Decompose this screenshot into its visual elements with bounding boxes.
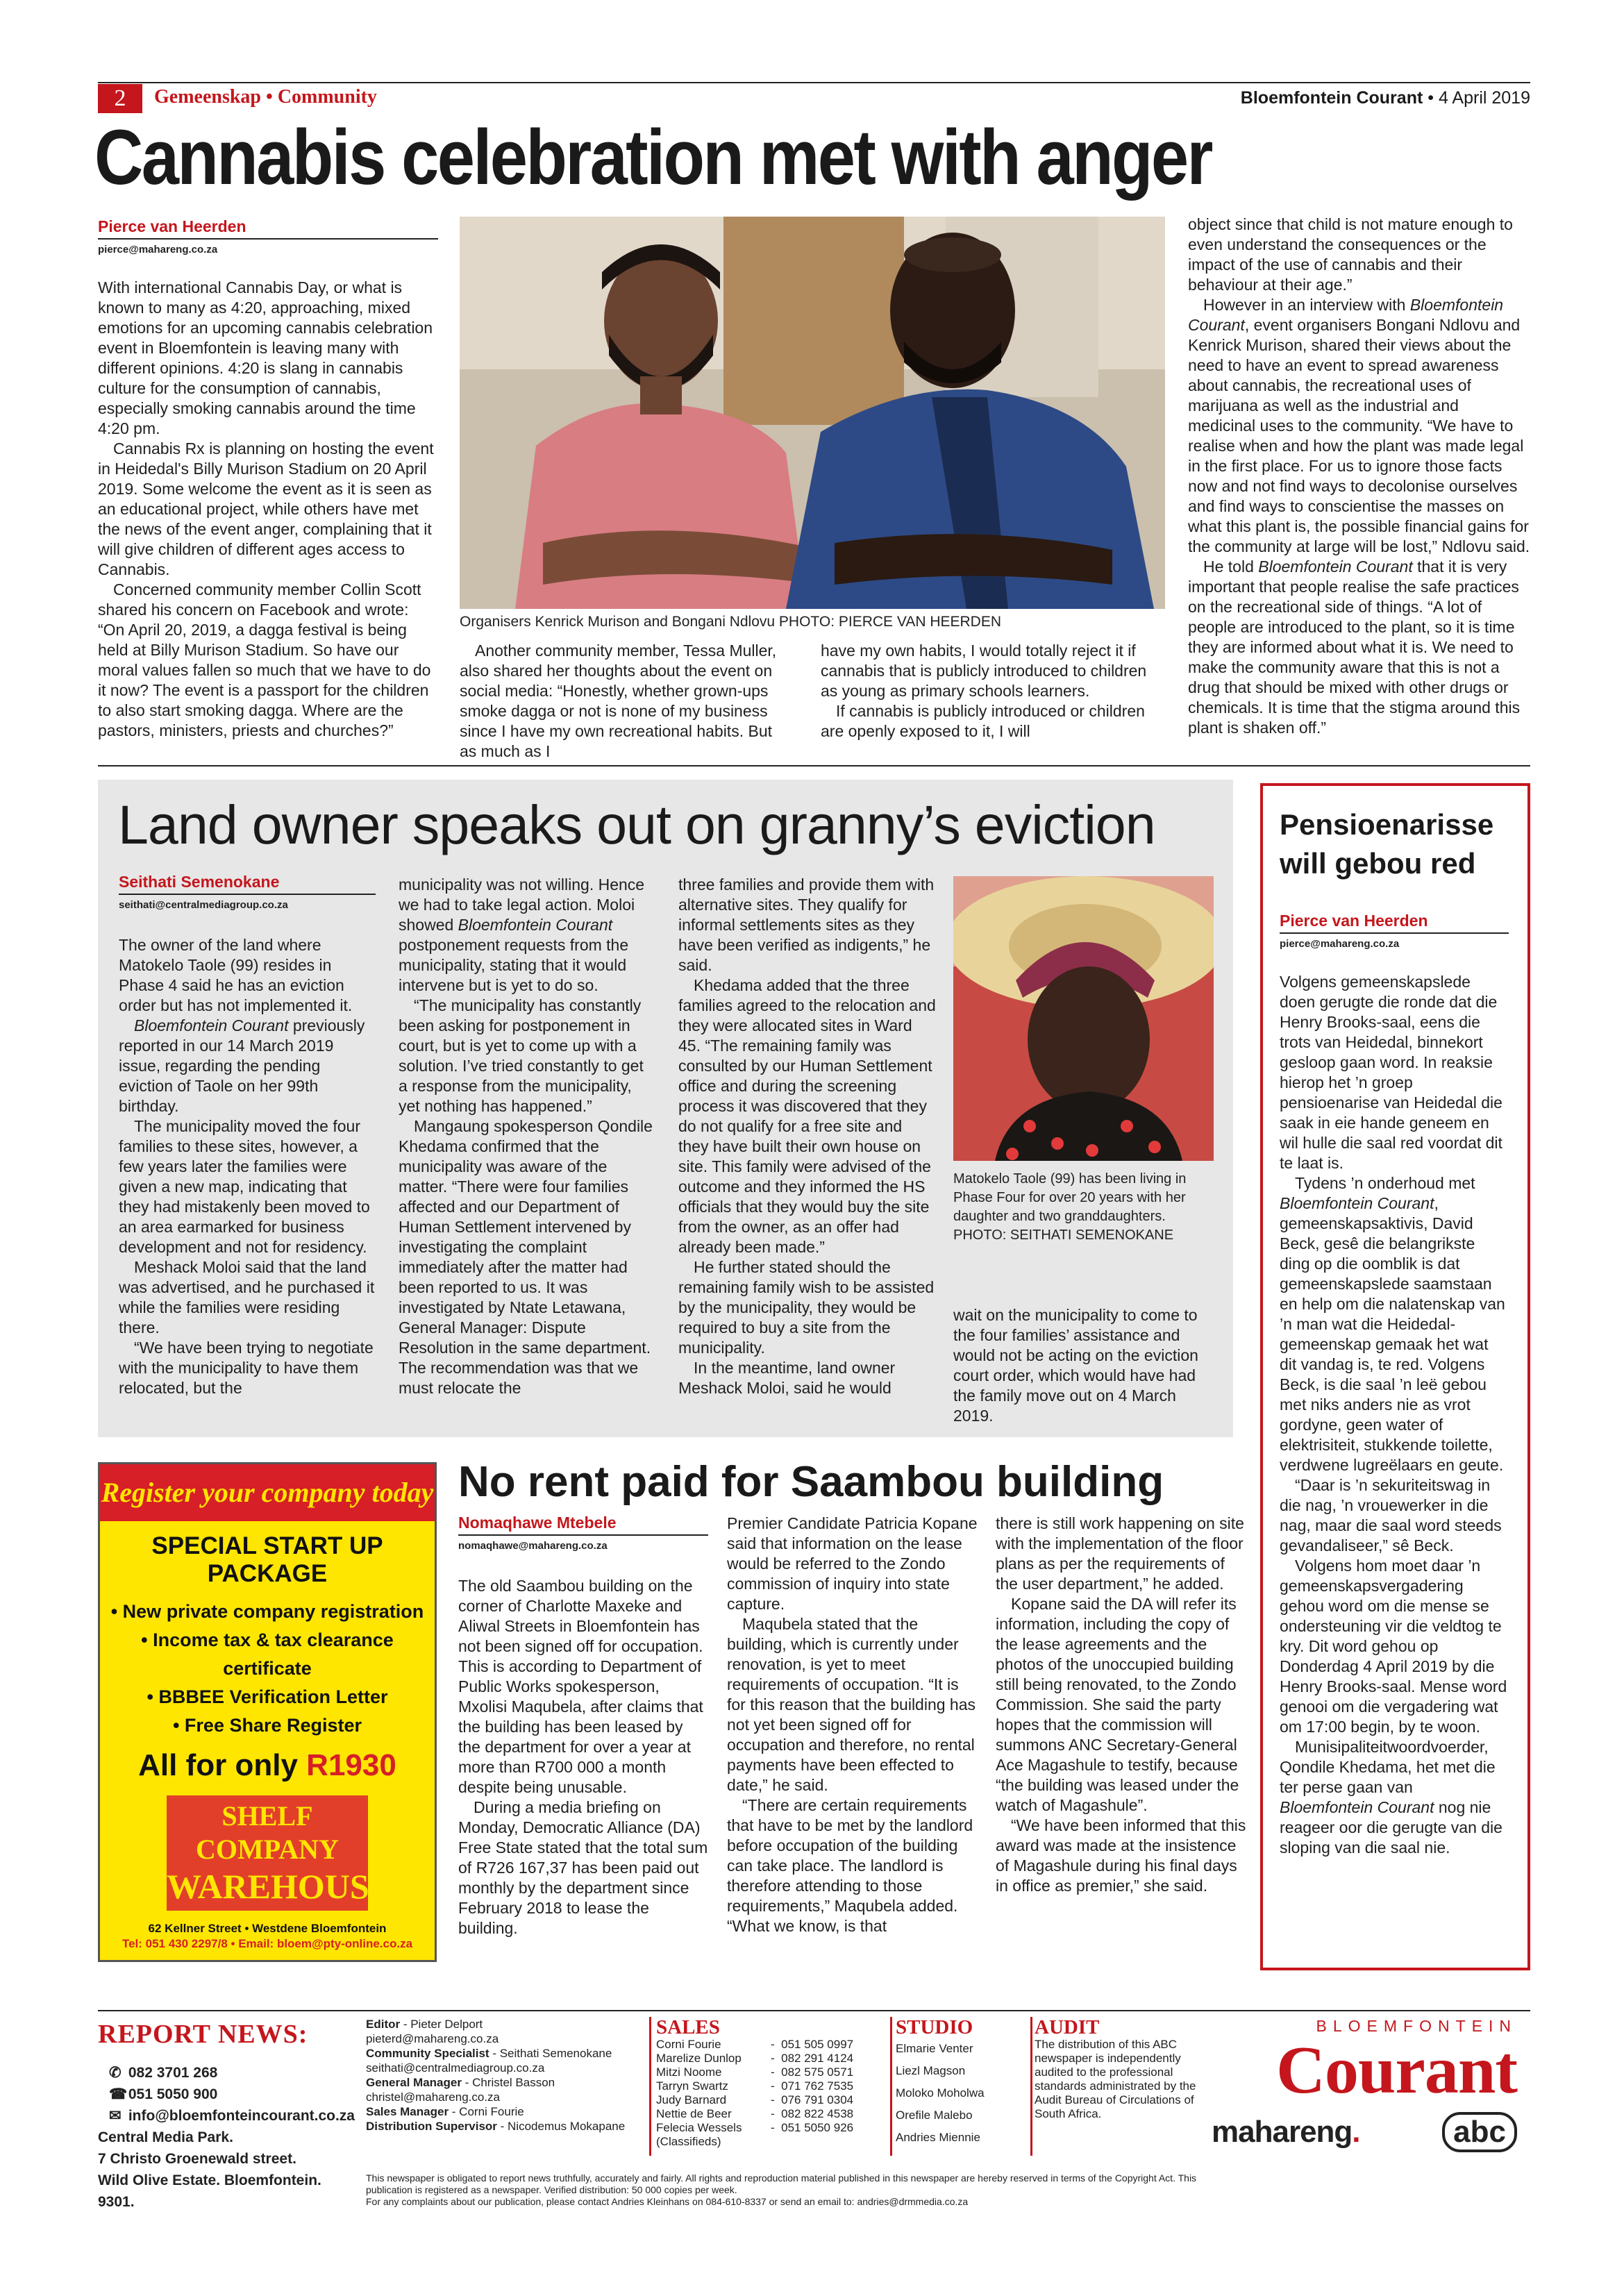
- footer-sep-3: [1030, 2017, 1032, 2156]
- sales-dash: -: [771, 2121, 782, 2134]
- mahareng-logo: [1212, 2115, 1360, 2150]
- partner-logos: [1212, 2112, 1517, 2152]
- ad-warning: [128, 1959, 407, 1962]
- sales-dash: -: [771, 2038, 782, 2051]
- paragraph: Premier Candidate Patricia Kopane said that information on the lease would be referred to the Zondo commission of inquiry into state capture.: [727, 1514, 978, 1613]
- footer-sep-1: [649, 2017, 651, 2156]
- paper-title-italic: Bloemfontein Courant: [458, 916, 613, 934]
- studio-label: STUDIO: [896, 2016, 973, 2038]
- ad-bullet: • Free Share Register: [172, 1715, 362, 1736]
- report-news-label: REPORT NEWS:: [98, 2020, 308, 2049]
- sales-name: Corni Fourie: [656, 2038, 721, 2051]
- sales-phone[interactable]: 082 291 4124: [781, 2052, 854, 2065]
- paragraph: three families and provide them with alternative sites. They qualify for informal settlements sites as they have been verified as indigents,” he said.: [678, 875, 935, 974]
- whatsapp-number[interactable]: 082 3701 268: [128, 2065, 218, 2081]
- paragraph: there is still work happening on site with the implementation of the floor plans as per the requirements of the user department,” he added.: [996, 1514, 1244, 1593]
- sales-row: [656, 2038, 885, 2052]
- mahareng-dot: .: [1352, 2115, 1360, 2149]
- byline-rule: [458, 1534, 708, 1536]
- ad-brand-line-2: WAREHOUSE: [167, 1867, 393, 1906]
- phone-number[interactable]: 051 5050 900: [128, 2086, 218, 2102]
- staff-role: Distribution Supervisor: [366, 2120, 497, 2133]
- lead-byline: [98, 217, 438, 255]
- logo-top-text: BLOEMFONTEIN: [1316, 2017, 1517, 2035]
- eviction-column-3: [678, 875, 937, 1398]
- paper-name: Bloemfontein Courant: [1240, 88, 1423, 108]
- saambou-column-2: [727, 1514, 981, 1936]
- ad-bullet-list: [100, 1598, 435, 1740]
- paragraph: [1280, 1173, 1509, 1475]
- staff-entry: Editor - Pieter Delport: [366, 2018, 483, 2031]
- paragraph: Maqubela stated that the building, which is currently under renovation, is yet to meet requirements of occupation. “It is for this reason that the building has not yet been signed off for occupation and therefore, no rental payments have been effected to date,” he said.: [727, 1615, 976, 1794]
- section-separator: •: [266, 86, 273, 108]
- eviction-photo-caption: Matokelo Taole (99) has been living in Phase Four for over 20 years with her daughter and two granddaughters. PHOTO: SEITHATI SEMENOKANE: [953, 1171, 1187, 1243]
- paragraph: “The municipality has constantly been asking for postponement in court, but is yet to come up with a solution. I’ve tried constantly to get a response from the municipality, yet nothing has happened.”: [399, 996, 644, 1115]
- eviction-column-4: [953, 1305, 1216, 1426]
- paragraph: Volgens hom moet daar ’n gemeenskapsvergadering gehou word om die mense se ondersteuning vir die veldtog te kry. Dit word gehou op Donderdag 4 April 2019 by die Henry Brooks-saal. Mense word genooi om die vergadering wat om 17:00 begin, by te woon.: [1280, 1557, 1507, 1736]
- audit-label: AUDIT: [1035, 2016, 1100, 2038]
- saambou-column-3: [996, 1514, 1250, 1896]
- lead-photo: [460, 217, 1165, 609]
- paragraph: wait on the municipality to come to the four families’ assistance and would not be acting on the eviction court order, which would have had the family move out on 4 March 2019.: [953, 1306, 1198, 1425]
- staff-name: Corni Fourie: [459, 2105, 524, 2118]
- ad-brand-line-1: SHELF COMPANY: [196, 1800, 339, 1865]
- paragraph: In the meantime, land owner Meshack Moloi, said he would: [678, 1359, 896, 1397]
- sales-dash: -: [771, 2107, 782, 2120]
- paragraph: Khedama added that the three families agreed to the relocation and they were allocated sites in Ward 45. “The remaining family was consulted by our Human Settlement office and during the screening process it was discovered that they do not qualify for a free site and they have built their own house on site. This family were advised of the outcome and they informed the HS officials that they would buy the site from the owner, as an offer had already been made.”: [678, 976, 936, 1256]
- pensioners-byline: [1280, 912, 1509, 950]
- paper-title-italic: Bloemfontein Courant: [1188, 296, 1504, 334]
- paragraph: object since that child is not mature enough to even understand the consequences or the impact of the use of cannabis and their behaviour at their age.”: [1188, 215, 1513, 294]
- staff-entry: Sales Manager - Corni Fourie: [366, 2105, 524, 2118]
- staff-role: Sales Manager: [366, 2105, 449, 2118]
- studio-list: [896, 2038, 1028, 2149]
- paragraph: Kopane said the DA will refer its information, including the copy of the lease agreements and the photos of the unoccupied building still being renovated, to the Zondo Commission. She said the party hopes that the commission will summons ANC Secretary-General Ace Magashule to testify, because “the building was leased under the watch of Magashule”.: [996, 1595, 1239, 1814]
- sales-phone[interactable]: 051 505 0997: [781, 2038, 854, 2051]
- staff-entry: Community Specialist - Seithati Semenokane: [366, 2047, 612, 2060]
- ad-bullet: • Income tax & tax clearance certificate: [141, 1629, 394, 1679]
- text-run: However in an interview with: [1203, 296, 1410, 314]
- text-run: postponement requests from the municipality, stating that it would intervene but is yet to do so.: [399, 936, 629, 994]
- report-contacts: [98, 2062, 358, 2127]
- lead-column-4: [1188, 215, 1530, 738]
- sales-note: (Classifieds): [656, 2135, 721, 2148]
- ad-price-label: All for only: [138, 1748, 298, 1782]
- email-icon: ✉: [109, 2108, 122, 2124]
- audit-text: The distribution of this ABC newspaper is independently audited to the professional standards administrated by the Audit Bureau of Circulations of South Africa.: [1035, 2038, 1196, 2120]
- email-link[interactable]: info@bloemfonteincourant.co.za: [128, 2108, 355, 2124]
- text-run: Tydens ’n onderhoud met: [1295, 1174, 1475, 1192]
- sales-dash: -: [771, 2079, 782, 2093]
- matokelo-taole-photo-illustration: [953, 876, 1214, 1161]
- address-line: 7 Christo Groenewald street.: [98, 2151, 296, 2167]
- paragraph: The municipality moved the four families to these sites, however, a few years later the families were given a new map, indicating that they had mistakenly been moved to an area earmarked for business development and not for residency.: [119, 1117, 370, 1256]
- byline-rule: [119, 894, 376, 895]
- phone-line: [109, 2084, 358, 2105]
- report-news-block: [98, 2019, 358, 2213]
- issue-date: • 4 April 2019: [1428, 88, 1530, 108]
- paper-title-italic: Bloemfontein Courant: [1258, 558, 1413, 576]
- lead-column-2: [460, 641, 780, 762]
- sales-phone[interactable]: 082 575 0571: [781, 2065, 854, 2079]
- sales-dash: -: [771, 2065, 782, 2079]
- courant-logo: [1212, 2017, 1517, 2152]
- paragraph: “We have been trying to negotiate with the municipality to have them relocated, but the: [119, 1339, 374, 1397]
- paragraph: The old Saambou building on the corner of Charlotte Maxeke and Aliwal Streets in Bloemfontein has not been signed off for occupation. This is according to Department of Public Works spokesperson, Mxolisi Maqubela, after claims that the building has been leased by the department for over a year at more than R700 000 a month despite being unusable.: [458, 1577, 703, 1796]
- paragraph: With international Cannabis Day, or what is known to many as 4:20, approaching, mixed emotions for an upcoming cannabis celebration event in Bloemfontein is leaving many with different opinions. 4:20 is slang in cannabis culture for the consumption of cannabis, especially smoking cannabis around the time 4:20 pm.: [98, 278, 433, 437]
- text-run: nog nie reageer oor die gerugte van die sloping van die saal nie.: [1280, 1798, 1502, 1857]
- page-number: 2: [98, 84, 142, 113]
- email-line: [109, 2105, 358, 2127]
- company-registration-ad[interactable]: [98, 1462, 437, 1962]
- sales-block: [656, 2017, 885, 2149]
- audit-block: [1035, 2017, 1205, 2121]
- footer-top-rule: [98, 2010, 1530, 2011]
- sales-name: Tarryn Swartz: [656, 2079, 728, 2093]
- eviction-column-1: [119, 935, 376, 1398]
- sales-phone[interactable]: 082 822 4538: [781, 2107, 854, 2120]
- organisers-photo-illustration: [460, 217, 1165, 609]
- paper-title-italic: Bloemfontein Courant: [1280, 1194, 1434, 1212]
- byline-email: pierce@mahareng.co.za: [1280, 938, 1400, 950]
- sales-row: [656, 2121, 885, 2135]
- lead-photo-caption: Organisers Kenrick Murison and Bongani Ndlovu PHOTO: PIERCE VAN HEERDEN: [460, 614, 1002, 630]
- sales-row: [656, 2093, 885, 2107]
- staff-entry: General Manager - Christel Basson: [366, 2076, 555, 2089]
- staff-email[interactable]: seithati@centralmediagroup.co.za: [366, 2061, 545, 2075]
- sales-row: [656, 2107, 885, 2121]
- sales-row: [656, 2052, 885, 2065]
- saambou-headline: No rent paid for Saambou building: [458, 1458, 1164, 1506]
- staff-list: [366, 2017, 651, 2134]
- ad-bullet-text: BBBEE Verification Letter: [158, 1686, 388, 1707]
- ad-bullet: • New private company registration: [110, 1601, 424, 1622]
- staff-name: Pieter Delport: [410, 2018, 483, 2031]
- staff-name: Christel Basson: [472, 2076, 555, 2089]
- ad-price-value: R1930: [306, 1748, 396, 1782]
- paragraph: Mangaung spokesperson Qondile Khedama confirmed that the municipality was aware of the matter. “There were four families affected and our Department of Human Settlement intervened by investigating the complaint immediately after the matter had been reported to us. It was investigated by Ntate Letawana, General Manager: Dispute Resolution in the same department. The recommendation was that we must relocate the: [399, 1117, 653, 1397]
- footer-sep-2: [890, 2017, 892, 2156]
- lead-headline: Cannabis celebration met with anger: [94, 114, 1212, 201]
- legal-line: This newspaper is obligated to report news truthfully, accurately and fairly. All rights and reproduction material published in this newspaper are hereby reserved in terms of the Copyright Act. This publication is registered as a newspaper. Verified distribution: 50 000 copies per week.: [366, 2172, 1197, 2195]
- whatsapp-icon: ✆: [109, 2065, 122, 2081]
- text-run: municipality was not willing. Hence we had to take legal action. Moloi showed: [399, 875, 645, 934]
- logo-main-text: Courant: [1276, 2033, 1517, 2108]
- sales-row: [656, 2079, 885, 2093]
- paragraph: Concerned community member Collin Scott shared his concern on Facebook and wrote: “On April 20, 2019, a dagga festival is being held at Billy Murison Stadium. So have our moral values fallen so much that we have to do it now? The event is a passport for the children to also start smoking dagga. Where are the pastors, ministers, priests and churches?”: [98, 580, 431, 739]
- saambou-column-1: [458, 1576, 708, 1938]
- paper-title-italic: Bloemfontein Courant: [134, 1016, 289, 1034]
- sales-name: Felecia Wessels: [656, 2121, 742, 2134]
- text-run: that it is very important that people realise the safe practices on the recreational side of things. “A lot of people are introduced to the plant, so it is time they are informed about what it is. We need to make the community aware that this is not a drug that should be mixed with other drugs or chemicals. It is time that the stigma around this plant is shaken off.”: [1188, 558, 1521, 737]
- sales-phone[interactable]: 051 5050 926: [781, 2121, 854, 2134]
- studio-name: Elmarie Venter: [896, 2042, 973, 2055]
- byline-name: Pierce van Heerden: [98, 217, 246, 235]
- lead-column-3: [821, 641, 1165, 741]
- sales-list: [656, 2038, 885, 2149]
- sales-phone[interactable]: 076 791 0304: [781, 2093, 854, 2106]
- staff-email[interactable]: pieterd@mahareng.co.za: [366, 2032, 499, 2045]
- paragraph: Meshack Moloi said that the land was advertised, and he purchased it while the families were residing there.: [119, 1258, 375, 1336]
- sales-name: Mitzi Noome: [656, 2065, 722, 2079]
- ad-brand-block: [167, 1795, 393, 1911]
- sales-dash: -: [771, 2093, 782, 2106]
- staff-name: Nicodemus Mokapane: [508, 2120, 626, 2133]
- section-en: Community: [277, 86, 377, 108]
- byline-name: Pierce van Heerden: [1280, 912, 1428, 930]
- sales-label: SALES: [656, 2016, 720, 2038]
- paragraph: have my own habits, I would totally reject it if cannabis that is publicly introduced to children as young as primary schools learners.: [821, 642, 1147, 700]
- paragraph: [119, 1016, 376, 1116]
- masthead-date: [1241, 88, 1530, 108]
- ad-bullet-text: Income tax & tax clearance certificate: [153, 1629, 394, 1679]
- paragraph: “We have been informed that this award was made at the insistence of Magashule during his final days in office as premier,” she said.: [996, 1816, 1246, 1895]
- text-run: , event organisers Bongani Ndlovu and Kenrick Murison, shared their views about the need to have an event to spread awareness about cannabis, the recreational uses of marijuana as well as the industrial and medicinal uses to the community. “We have to realise when and how the plant was made legal in the first place. For us to ignore those facts now and not find ways to decolonise ourselves and find ways to conscientise the masses on what this plant is, the possible financial gains for the community at large will be lost,” Ndlovu said.: [1188, 316, 1530, 555]
- ad-bullet: • BBBEE Verification Letter: [147, 1686, 388, 1707]
- paragraph: [1280, 1737, 1509, 1858]
- section-af: Gemeenskap: [154, 86, 261, 108]
- staff-email[interactable]: christel@mahareng.co.za: [366, 2090, 501, 2104]
- paragraph: Cannabis Rx is planning on hosting the event in Heidedal's Billy Murison Stadium on 20 April 2019. Some welcome the event as it is seen as an educational project, while others have met the news of the event anger, complaining that it will give children of different ages access to Cannabis.: [98, 439, 434, 578]
- saambou-byline: [458, 1514, 708, 1552]
- address-line: Wild Olive Estate. Bloemfontein. 9301.: [98, 2172, 321, 2210]
- paragraph: “There are certain requirements that have to be met by the landlord before occupation of the building can take place. The landlord is therefore attending to those requirements,” Maqubela added. “What we know, is that: [727, 1796, 973, 1935]
- ad-banner: Register your company today: [100, 1464, 435, 1521]
- ad-address: 62 Kellner Street • Westdene Bloemfontein: [148, 1922, 387, 1935]
- paragraph: “Daar is ’n sekuriteitswag in die nag, ’n vrouewerker in die nag, maar die saal word steeds gevandaliseer,” sê Beck.: [1280, 1476, 1502, 1555]
- sales-dash: -: [771, 2052, 782, 2065]
- paragraph: [1188, 295, 1530, 557]
- text-run: Munisipaliteitwoordvoerder, Qondile Khedama, het met die ter perse gaan van: [1280, 1738, 1496, 1796]
- ad-price: [100, 1748, 435, 1783]
- byline-name: Seithati Semenokane: [119, 873, 280, 891]
- byline-rule: [98, 238, 438, 240]
- studio-name: Andries Miennie: [896, 2131, 980, 2144]
- phone-icon: ☎: [109, 2086, 128, 2102]
- byline-email: seithati@centralmediagroup.co.za: [119, 899, 288, 911]
- eviction-headline: Land owner speaks out on granny’s eviction: [118, 794, 1155, 855]
- sales-row: [656, 2065, 885, 2079]
- paper-title-italic: Bloemfontein Courant: [1280, 1798, 1434, 1816]
- legal-notice: [366, 2172, 1213, 2208]
- text-run: , gemeenskapsaktivis, David Beck, gesê die belangrikste ding op die oomblik is dat gemeenskapslede saamstaan en help om die nalatenskap van ’n man wat die Heidedal-gemeenskap gemaak het wat dit vandag is, te red. Volgens Beck, is die saal ’n leë gebou met niks anders nie as vrot gordyne, geen water of elektrisiteit, stukkende toilette, verdwene lugreëlaars en geute.: [1280, 1194, 1505, 1474]
- sales-phone[interactable]: 071 762 7535: [781, 2079, 854, 2093]
- paragraph: Another community member, Tessa Muller, also shared her thoughts about the event on social media: “Honestly, whether grown-ups smoke dagga or not is none of my business since I have my own recreational habits. But as much as I: [460, 642, 777, 760]
- ad-bullet-text: Free Share Register: [184, 1715, 362, 1736]
- sales-name: Judy Barnard: [656, 2093, 727, 2106]
- eviction-photo: [953, 876, 1214, 1161]
- mahareng-text: mahareng: [1212, 2115, 1353, 2149]
- pensioners-body: [1280, 972, 1509, 1858]
- studio-name: Moloko Moholwa: [896, 2086, 985, 2100]
- staff-role: Editor: [366, 2018, 401, 2031]
- eviction-column-2: [399, 875, 657, 1398]
- header-rule: [98, 82, 1530, 83]
- text-run: previously reported in our 14 March 2019 issue, regarding the pending eviction of Taole on her 99th birthday.: [119, 1016, 365, 1115]
- legal-line: For any complaints about our publication, please contact Andries Kleinhans on 084-610-8337 or send an email to: andries@drmmedia.co.za: [366, 2196, 969, 2207]
- staff-role: General Manager: [366, 2076, 462, 2089]
- sales-name: Marelize Dunlop: [656, 2052, 742, 2065]
- text-run: He told: [1203, 558, 1259, 576]
- ad-bullet-text: New private company registration: [122, 1601, 424, 1622]
- sales-name: Nettie de Beer: [656, 2107, 732, 2120]
- studio-name: Liezl Magson: [896, 2064, 966, 2077]
- eviction-byline: [119, 873, 376, 911]
- staff-entry: Distribution Supervisor - Nicodemus Mokapane: [366, 2120, 626, 2133]
- byline-email: nomaqhawe@mahareng.co.za: [458, 1540, 608, 1552]
- ad-contact: Tel: 051 430 2297/8 • Email: bloem@pty-online.co.za: [122, 1937, 413, 1950]
- paragraph: During a media briefing on Monday, Democratic Alliance (DA) Free State stated that the total sum of R726 167,37 has been paid out monthly by the department since February 2018 to lease the building.: [458, 1798, 708, 1937]
- staff-role: Community Specialist: [366, 2047, 489, 2060]
- section-label: [154, 86, 377, 108]
- ad-package: SPECIAL START UP PACKAGE: [151, 1532, 383, 1587]
- paragraph: He further stated should the remaining family wish to be assisted by the municipality, they would be required to buy a site from the municipality.: [678, 1258, 935, 1357]
- lead-bottom-rule: [98, 765, 1530, 766]
- paragraph: If cannabis is publicly introduced or children are openly exposed to it, I will: [821, 702, 1145, 740]
- paragraph: The owner of the land where Matokelo Taole (99) resides in Phase 4 said he has an eviction order but has not implemented it.: [119, 936, 353, 1014]
- studio-block: [896, 2017, 1028, 2149]
- whatsapp-line: [109, 2062, 358, 2084]
- byline-rule: [1280, 932, 1509, 934]
- staff-name: Seithati Semenokane: [499, 2047, 612, 2060]
- lead-column-1: [98, 278, 438, 741]
- paragraph: [1188, 557, 1530, 738]
- byline-name: Nomaqhawe Mtebele: [458, 1514, 617, 1532]
- paragraph: [399, 875, 657, 996]
- byline-email: pierce@mahareng.co.za: [98, 244, 218, 255]
- report-address: [98, 2127, 358, 2213]
- abc-logo: abc: [1442, 2112, 1517, 2152]
- paragraph: Volgens gemeenskapslede doen gerugte die ronde dat die Henry Brooks-saal, eens die trots van Heidedal, binnekort gesloop gaan word. In reaksie hierop het ’n groep pensioenarise van Heidedal die saak in eie hande geneem en wil hulle die saal red voordat dit te laat is.: [1280, 973, 1502, 1172]
- studio-name: Orefile Malebo: [896, 2109, 973, 2122]
- pensioners-headline: Pensioenarisse will gebou red: [1280, 808, 1494, 880]
- address-line: Central Media Park.: [98, 2129, 233, 2145]
